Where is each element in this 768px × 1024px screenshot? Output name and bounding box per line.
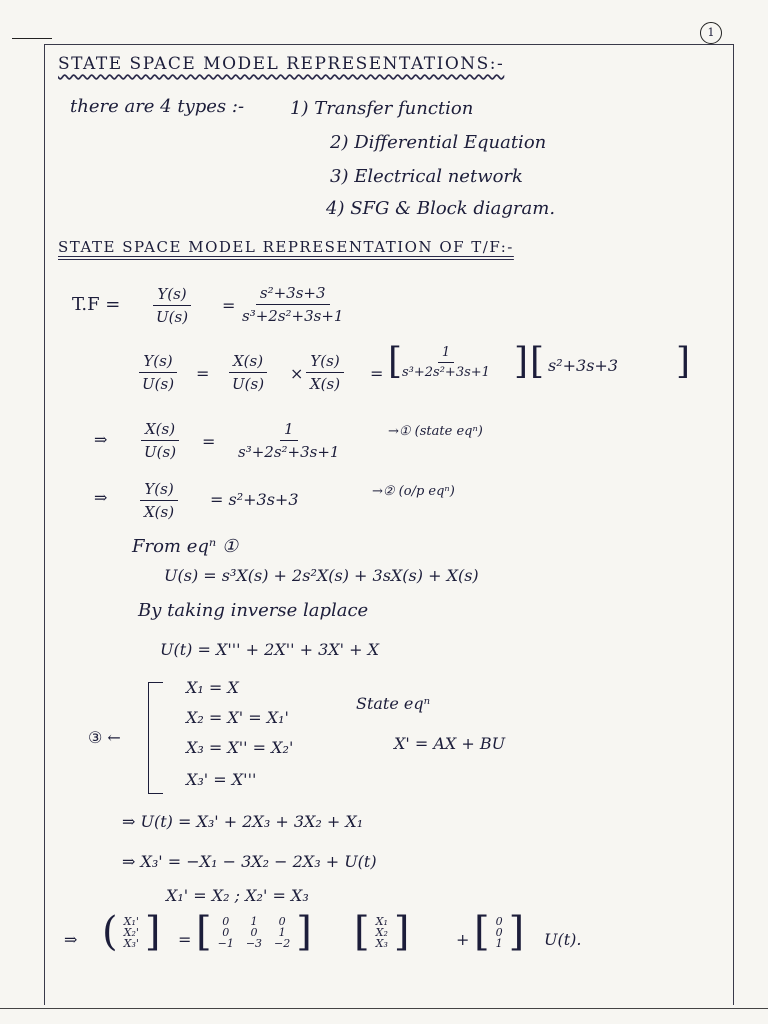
implies-arrow: ⇒ [94, 488, 108, 507]
tf-ratio: $\frac{Y(s)}{U(s)}$ [152, 285, 192, 326]
x3-dot-expression: ⇒ X₃' = −X₁ − 3X₂ − 2X₃ + U(t) [122, 852, 377, 871]
bracket-open: [ [530, 341, 545, 382]
a-matrix: [ 0 1 0 0 0 1 −1 −3 −2 ] [196, 909, 312, 955]
output-eqn-tag: →② (o/p eqⁿ) [372, 484, 455, 499]
tf-label: T.F = [72, 294, 121, 315]
inverse-laplace-label: By taking inverse laplace [138, 600, 369, 621]
state-fraction: $\frac{1}{\text{s³+2s²+3s+1}}$ [238, 420, 340, 461]
types-intro: there are 4 types :- [70, 96, 245, 117]
equals-sign: = [178, 930, 192, 949]
state-eqn-formula: X' = AX + BU [394, 734, 506, 753]
bracket-close: ] [676, 341, 691, 382]
section-subheading: STATE SPACE MODEL REPRESENTATION OF T/F:- [58, 238, 514, 256]
bracket-close: ] [514, 341, 529, 382]
plus-sign: + [456, 930, 470, 949]
equals-sign: = [370, 364, 384, 383]
x-vector: [ X₁ X₂ X₃ ] [354, 909, 410, 955]
type-item-3: 3) Electrical network [330, 166, 523, 187]
x-over-u-fraction: $\frac{X(s)}{U(s)}$ [140, 420, 180, 461]
state-eqn-title: State eqⁿ [356, 694, 431, 713]
system-brace [148, 682, 163, 794]
state-var-1: X₁ = X [186, 678, 239, 697]
bracket-open: [ [388, 341, 403, 382]
y-over-u: $\frac{Y(s)}{U(s)}$ [138, 352, 178, 393]
state-eqn-tag: →① (state eqⁿ) [388, 424, 483, 439]
bracket-fraction: $\frac{1}{\text{s³+2s²+3s+1}}$ [402, 345, 490, 380]
state-var-4: X₃' = X''' [186, 770, 257, 789]
y-over-x-fraction: $\frac{Y(s)}{X(s)}$ [140, 480, 178, 521]
x-over-u: $\frac{X(s)}{U(s)}$ [228, 352, 268, 393]
state-var-3: X₃ = X'' = X₂' [186, 738, 294, 757]
page-bottom-edge [0, 1008, 768, 1009]
from-eqn-label: From eqⁿ ① [132, 536, 239, 557]
tf-expression: $\frac{\text{s²+3s+3}}{\text{s³+2s²+3s+1}}$ [242, 284, 344, 325]
page-heading: STATE SPACE MODEL REPRESENTATIONS:- [58, 54, 505, 74]
x-dots-expression: X₁' = X₂ ; X₂' = X₃ [166, 886, 309, 905]
type-item-2: 2) Differential Equation [330, 132, 547, 153]
equals-sign: = [222, 296, 236, 315]
margin-tick [12, 38, 52, 39]
type-item-1: 1) Transfer function [290, 98, 474, 119]
y-over-x: $\frac{Y(s)}{X(s)}$ [306, 352, 344, 393]
x-dot-vector: ( X₁' X₂' X₃' ] [102, 909, 161, 955]
page-number: 1 [700, 22, 722, 44]
u-t-state-expression: ⇒ U(t) = X₃' + 2X₃ + 3X₂ + X₁ [122, 812, 364, 831]
u-s-expression: U(s) = s³X(s) + 2s²X(s) + 3sX(s) + X(s) [164, 566, 479, 585]
equals-sign: = [202, 432, 216, 451]
output-rhs: = s²+3s+3 [210, 490, 299, 509]
times-sign: × [290, 364, 304, 383]
implies-arrow: ⇒ [94, 430, 108, 449]
system-label: ③ ← [88, 728, 121, 747]
numerator-polynomial: s²+3s+3 [548, 356, 619, 375]
input-u-t: U(t). [544, 930, 582, 949]
equals-sign: = [196, 364, 210, 383]
u-t-expression: U(t) = X''' + 2X'' + 3X' + X [160, 640, 380, 659]
state-var-2: X₂ = X' = X₁' [186, 708, 289, 727]
b-vector: [ 0 0 1 ] [474, 909, 525, 955]
type-item-4: 4) SFG & Block diagram. [326, 198, 556, 219]
implies-arrow: ⇒ [64, 930, 78, 949]
